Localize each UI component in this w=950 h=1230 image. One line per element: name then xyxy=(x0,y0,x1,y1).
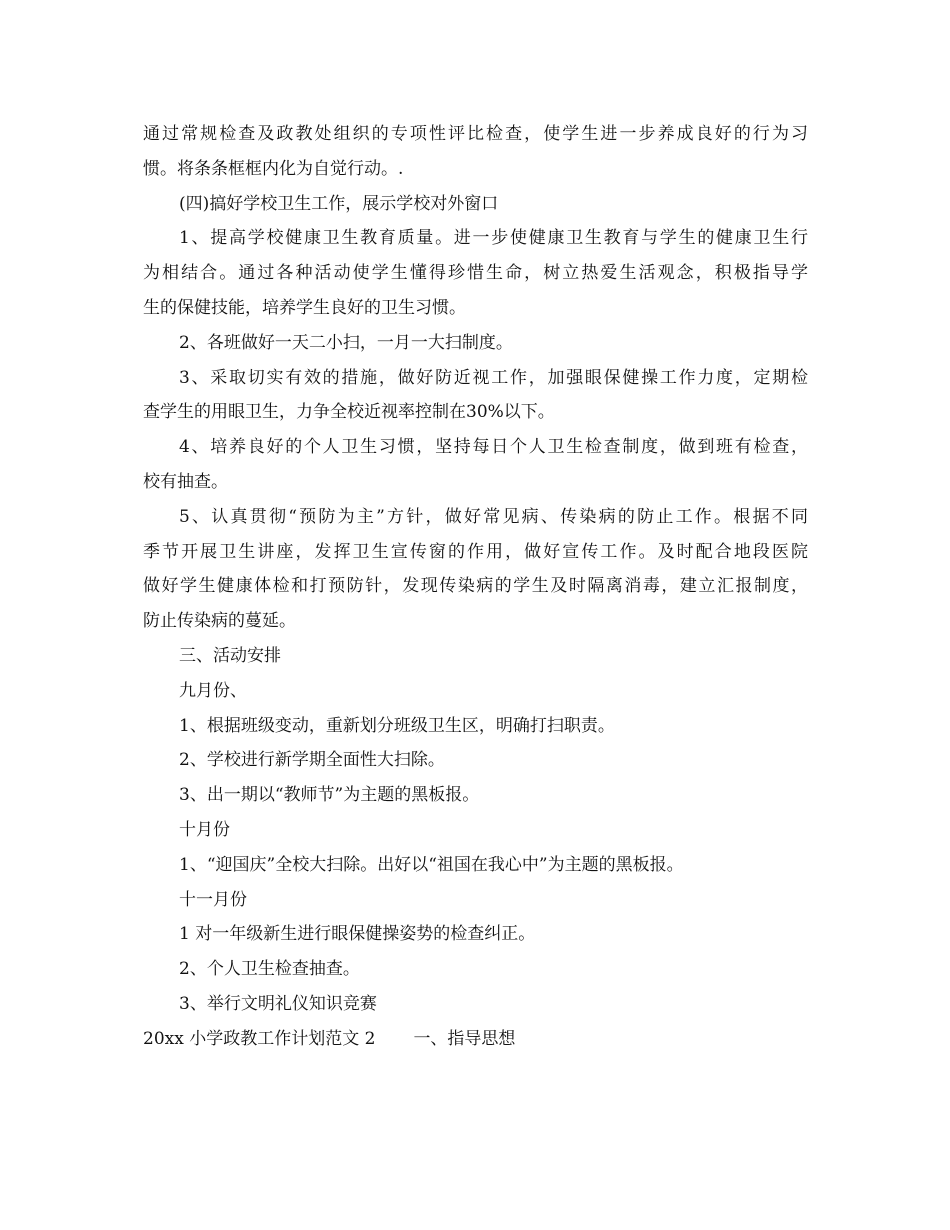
list-item: 3、出一期以“教师节”为主题的黑板报。 xyxy=(179,785,480,806)
month-heading: 九月份、 xyxy=(179,680,247,701)
section-heading: (四)搞好学校卫生工作，展示学校对外窗口 xyxy=(179,193,499,214)
next-document-title: 20xx 小学政教工作计划范文 2 xyxy=(143,1028,376,1049)
paragraph-line: 通过常规检查及政教处组织的专项性评比检查，使学生进一步养成良好的行为习 xyxy=(143,124,808,144)
list-item: 1、“迎国庆”全校大扫除。出好以“祖国在我心中”为主题的黑板报。 xyxy=(179,854,684,875)
section-heading: 三、活动安排 xyxy=(179,645,281,666)
paragraph-line: 查学生的用眼卫生，力争全校近视率控制在30%以下。 xyxy=(143,402,555,423)
paragraph-line: 2、各班做好一天二小扫，一月一大扫制度。 xyxy=(179,332,513,353)
paragraph-line: 5、认真贯彻“预防为主”方针，做好常见病、传染病的防止工作。根据不同 xyxy=(179,506,808,527)
paragraph-line: 校有抽查。 xyxy=(143,471,228,492)
paragraph-line: 生的保健技能，培养学生良好的卫生习惯。 xyxy=(143,297,466,318)
paragraph-line: 为相结合。通过各种活动使学生懂得珍惜生命，树立热爱生活观念，积极指导学 xyxy=(143,263,808,284)
paragraph-line: 季节开展卫生讲座，发挥卫生宣传窗的作用，做好宣传工作。及时配合地段医院 xyxy=(143,541,808,562)
list-item: 3、举行文明礼仪知识竞赛 xyxy=(179,993,377,1014)
paragraph-line: 做好学生健康体检和打预防针，发现传染病的学生及时隔离消毒，建立汇报制度， xyxy=(143,576,808,597)
next-document-heading-line xyxy=(143,1022,808,1057)
paragraph-line: 防止传染病的蔓延。 xyxy=(143,611,296,632)
document-body xyxy=(143,117,808,1057)
list-item: 2、个人卫生检查抽查。 xyxy=(179,959,360,980)
next-document-section: 一、指导思想 xyxy=(413,1028,516,1049)
paragraph-line: 1、提高学校健康卫生教育质量。进一步使健康卫生教育与学生的健康卫生行 xyxy=(179,228,808,249)
paragraph-line: 3、采取切实有效的措施，做好防近视工作，加强眼保健操工作力度，定期检 xyxy=(179,367,808,388)
list-item: 1 对一年级新生进行眼保健操姿势的检查纠正。 xyxy=(179,924,536,945)
paragraph-line: 惯。将条条框框内化为自觉行动。. xyxy=(143,158,404,179)
paragraph-line: 4、培养良好的个人卫生习惯，坚持每日个人卫生检查制度，做到班有检查， xyxy=(179,437,808,458)
list-item: 1、根据班级变动，重新划分班级卫生区，明确打扫职责。 xyxy=(179,715,615,736)
month-heading: 十一月份 xyxy=(179,889,247,910)
list-item: 2、学校进行新学期全面性大扫除。 xyxy=(179,750,445,771)
month-heading: 十月份 xyxy=(179,819,230,840)
